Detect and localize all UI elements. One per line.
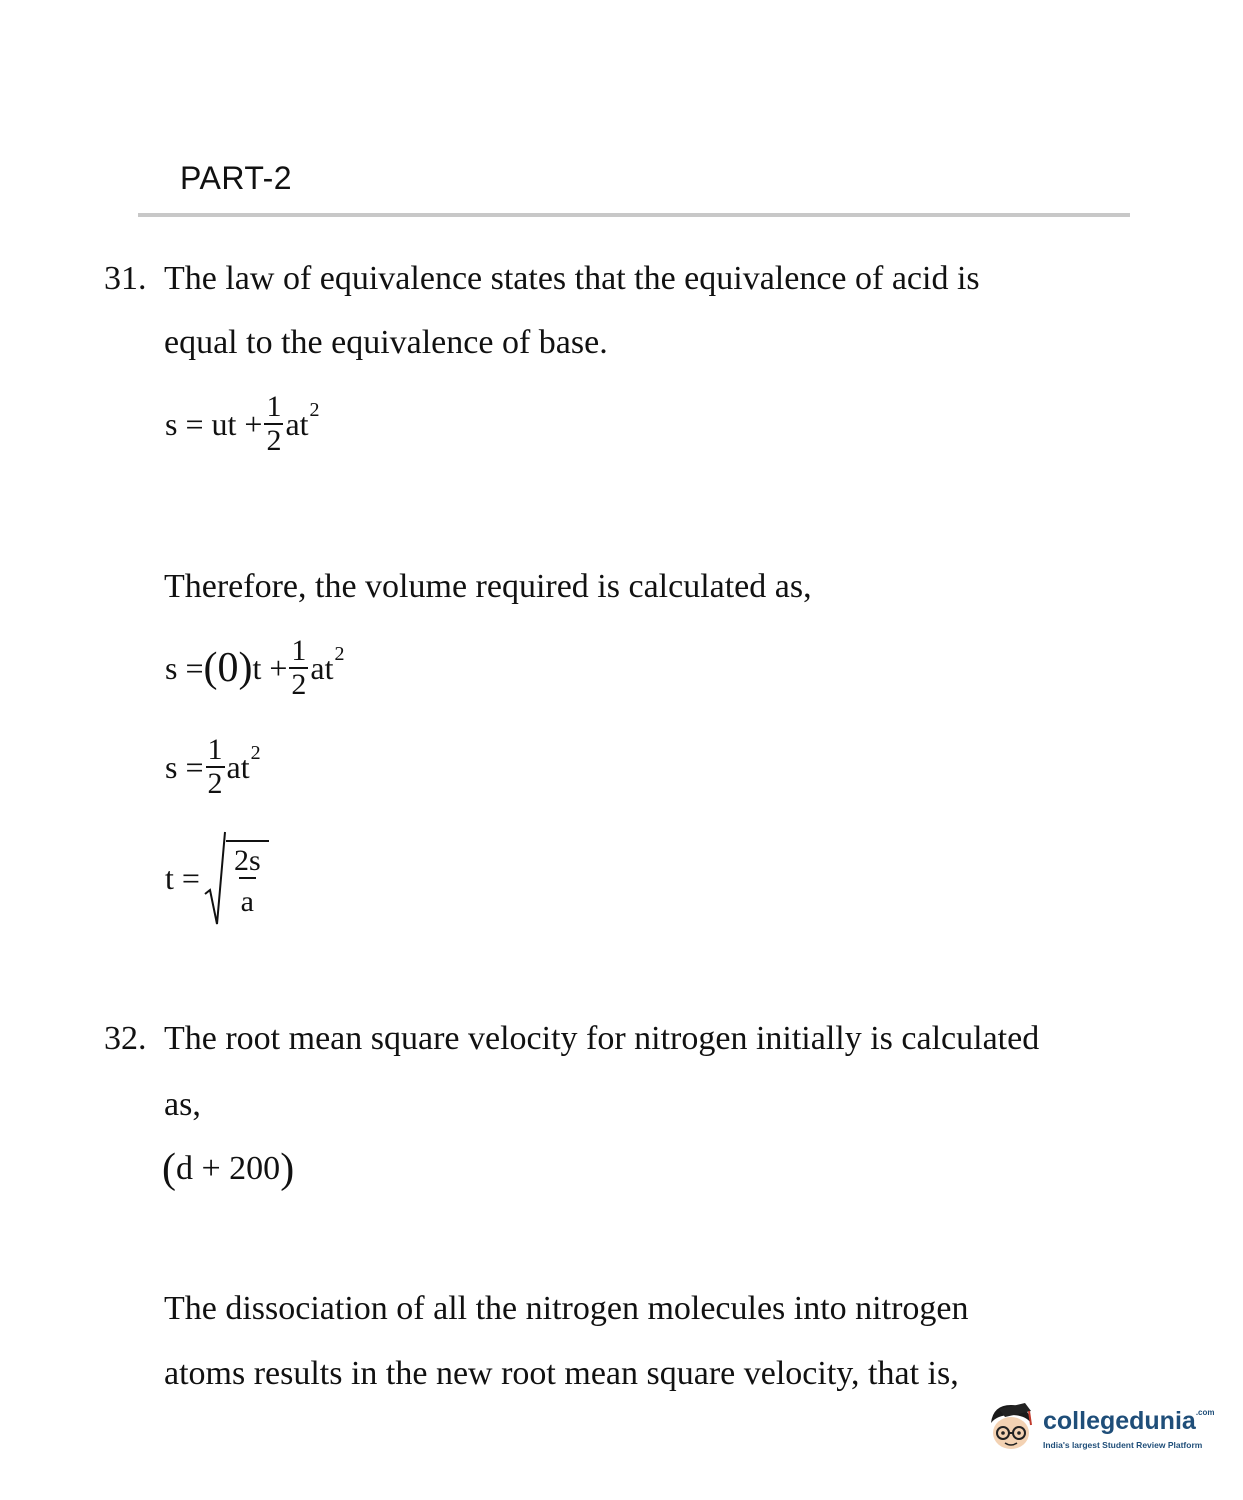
eq2-denominator: 2 [291,668,307,701]
expr-open-paren: ( [162,1146,176,1192]
eq1-numerator: 1 [266,390,282,423]
logo-tagline: India's largest Student Review Platform [1043,1439,1203,1450]
eq2-t: t + [252,649,288,686]
page-header: PART-2 [180,160,293,196]
eq3-lhs: s = [165,748,204,785]
eq2-fraction [289,636,308,700]
eq2-exponent: 2 [334,642,345,665]
expr-close-paren: ) [280,1146,295,1192]
eq1-fraction [264,392,283,456]
logo-brand-name: collegedunia [1043,1406,1196,1435]
q32-line2: as, [164,1086,201,1123]
square-root [204,830,269,926]
radicand [226,840,269,917]
eq3-term: at [226,748,250,785]
q32-number: 32. [104,1020,147,1057]
q32-expression [162,1148,294,1190]
eq2-term: at [310,649,334,686]
eq1-denominator: 2 [266,424,282,457]
eq3-denominator: 2 [207,767,223,800]
eq4-denominator: a [239,877,256,917]
logo-dotcom: .com [1195,1407,1215,1417]
eq4-lhs: t = [165,859,200,896]
q31-line1: The law of equivalence states that the equivalence of acid is [164,260,980,297]
radical-sign-icon [204,830,226,926]
collegedunia-logo [985,1398,1215,1460]
eq4-fraction [232,843,263,918]
logo-brand [1043,1406,1215,1435]
q31-equation-1 [165,392,320,456]
eq2-numerator: 1 [291,634,307,667]
q31-equation-4 [165,830,269,926]
header-divider [138,213,1130,217]
student-mascot-icon [985,1401,1037,1457]
eq3-numerator: 1 [207,733,223,766]
q31-number: 31. [104,260,147,297]
eq1-exponent: 2 [309,398,320,421]
q31-equation-2 [165,636,345,700]
eq2-paren: (0) [203,645,253,691]
q32-paragraph-line2: atoms results in the new root mean square velocity, that is, [164,1355,959,1392]
eq3-fraction [206,735,225,799]
q31-line2: equal to the equivalence of base. [164,324,608,361]
eq4-numerator: 2s [233,843,261,877]
eq1-lhs: s = ut + [165,405,263,442]
eq2-lhs: s = [165,649,204,686]
q32-paragraph-line1: The dissociation of all the nitrogen molecules into nitrogen [164,1290,969,1327]
eq1-term: at [285,405,309,442]
eq3-exponent: 2 [250,741,261,764]
expr-body: d + 200 [176,1150,281,1187]
q32-line1: The root mean square velocity for nitrogen initially is calculated [164,1020,1040,1057]
q31-equation-3 [165,735,261,799]
q31-therefore: Therefore, the volume required is calculated as, [164,568,812,605]
logo-text [1043,1406,1215,1450]
